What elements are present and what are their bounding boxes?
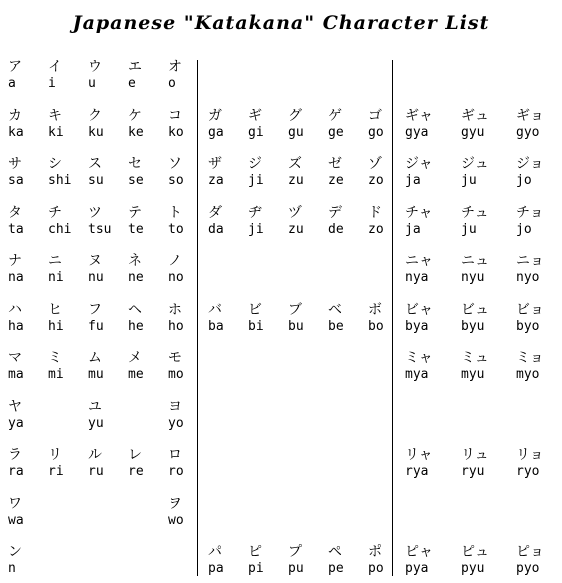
romaji-label: sa [8, 173, 24, 188]
romaji-label: ze [328, 173, 344, 188]
kana-glyph: サ [8, 156, 22, 172]
kana-glyph: ミャ [405, 350, 433, 366]
kana-cell-na [8, 253, 48, 286]
romaji-label: nya [405, 270, 429, 285]
romaji-label: zu [288, 173, 304, 188]
kana-glyph: リュ [461, 447, 489, 463]
kana-cell-mu [88, 350, 128, 383]
kana-glyph: ド [368, 204, 382, 221]
romaji-label: pyu [461, 561, 485, 576]
romaji-label: gyu [461, 124, 485, 140]
kana-cell-go [368, 108, 408, 141]
romaji-label: ni [48, 270, 64, 285]
romaji-label: re [128, 464, 144, 479]
kana-glyph: ミ [48, 350, 62, 366]
kana-glyph: ゴ [368, 107, 382, 124]
kana-cell-e [128, 59, 168, 92]
kana-cell-n [8, 544, 48, 577]
kana-glyph: デ [328, 204, 342, 221]
kana-cell-se [128, 156, 168, 189]
romaji-label: mu [88, 367, 104, 382]
kana-glyph: ト [168, 204, 182, 221]
kana-glyph: リ [48, 447, 62, 463]
kana-cell-re [128, 447, 168, 480]
kana-glyph: パ [208, 544, 222, 560]
kana-glyph: ク [88, 107, 102, 124]
kana-cell-bo [368, 302, 408, 335]
kana-cell-pyo [516, 544, 556, 577]
kana-glyph: ホ [168, 301, 182, 318]
kana-glyph: ダ [208, 204, 222, 221]
romaji-label: yo [168, 415, 184, 431]
romaji-label: shi [48, 173, 72, 188]
romaji-label: bo [368, 318, 384, 334]
romaji-label: zo [368, 221, 384, 237]
kana-glyph: ジョ [516, 156, 544, 172]
romaji-label: n [8, 561, 16, 576]
romaji-label: pe [328, 561, 344, 576]
kana-cell-gu [288, 108, 328, 141]
romaji-label: ta [8, 221, 24, 237]
romaji-label: ya [8, 415, 24, 431]
kana-glyph: ユ [88, 398, 102, 415]
kana-glyph: マ [8, 350, 22, 366]
kana-cell-ju [461, 205, 501, 238]
romaji-label: a [8, 76, 16, 91]
romaji-label: ma [8, 367, 24, 382]
kana-cell-ro [168, 447, 208, 480]
romaji-label: pyo [516, 561, 540, 576]
kana-glyph: ゾ [368, 156, 382, 172]
kana-glyph: チョ [516, 204, 544, 221]
kana-cell-pa [208, 544, 248, 577]
kana-cell-ma [8, 350, 48, 383]
kana-glyph: ニ [48, 253, 62, 269]
kana-cell-pya [405, 544, 445, 577]
romaji-label: pya [405, 561, 429, 576]
romaji-label: byu [461, 318, 485, 334]
romaji-label: ru [88, 464, 104, 479]
kana-cell-pe [328, 544, 368, 577]
kana-glyph: キ [48, 107, 62, 124]
kana-cell-gi [248, 108, 288, 141]
romaji-label: nyo [516, 270, 540, 285]
kana-cell-bu [288, 302, 328, 335]
romaji-label: jo [516, 221, 532, 237]
kana-cell-ga [208, 108, 248, 141]
romaji-label: de [328, 221, 344, 237]
kana-cell-ke [128, 108, 168, 141]
kana-glyph: オ [168, 59, 182, 75]
romaji-label: ju [461, 173, 477, 188]
kana-glyph: ヘ [128, 301, 142, 318]
romaji-label: zo [368, 173, 384, 188]
kana-cell-gyu [461, 108, 501, 141]
kana-cell-wa [8, 496, 48, 529]
kana-glyph: ビュ [461, 301, 489, 318]
kana-cell-nu [88, 253, 128, 286]
kana-glyph: ポ [368, 544, 382, 560]
romaji-label: ke [128, 124, 144, 140]
kana-cell-mya [405, 350, 445, 383]
romaji-label: hi [48, 318, 64, 334]
kana-cell-jo [516, 205, 556, 238]
kana-glyph: ジャ [405, 156, 433, 172]
kana-glyph: プ [288, 544, 302, 560]
kana-glyph: ジ [248, 156, 262, 172]
romaji-label: te [128, 221, 144, 237]
romaji-label: mi [48, 367, 64, 382]
kana-glyph: ヅ [288, 204, 302, 221]
kana-glyph: ロ [168, 447, 182, 463]
kana-cell-bya [405, 302, 445, 335]
romaji-label: fu [88, 318, 104, 334]
kana-cell-i [48, 59, 88, 92]
romaji-label: zu [288, 221, 304, 237]
kana-glyph: ギ [248, 107, 262, 124]
kana-cell-da [208, 205, 248, 238]
kana-cell-ne [128, 253, 168, 286]
kana-cell-ju [461, 156, 501, 189]
kana-glyph: ム [88, 350, 102, 366]
romaji-label: mo [168, 367, 184, 382]
kana-cell-byu [461, 302, 501, 335]
kana-cell-me [128, 350, 168, 383]
romaji-label: yu [88, 415, 104, 431]
kana-glyph: ヂ [248, 204, 262, 221]
romaji-label: gya [405, 124, 429, 140]
romaji-label: rya [405, 464, 429, 479]
romaji-label: no [168, 270, 184, 285]
romaji-label: gi [248, 124, 264, 140]
kana-glyph: ベ [328, 301, 342, 318]
kana-cell-ri [48, 447, 88, 480]
kana-cell-ji [248, 156, 288, 189]
romaji-label: za [208, 173, 224, 188]
romaji-label: bu [288, 318, 304, 334]
kana-cell-ya [8, 399, 48, 432]
kana-cell-fu [88, 302, 128, 335]
romaji-label: gu [288, 124, 304, 140]
romaji-label: to [168, 221, 184, 237]
kana-glyph: レ [128, 447, 142, 463]
kana-cell-tsu [88, 205, 128, 238]
kana-cell-shi [48, 156, 88, 189]
kana-cell-ta [8, 205, 48, 238]
romaji-label: tsu [88, 221, 112, 237]
kana-glyph: ピョ [516, 544, 544, 560]
kana-cell-mi [48, 350, 88, 383]
kana-glyph: チャ [405, 204, 433, 221]
kana-glyph: フ [88, 301, 102, 318]
kana-cell-mo [168, 350, 208, 383]
kana-glyph: ス [88, 156, 102, 172]
kana-cell-pu [288, 544, 328, 577]
kana-glyph: ギャ [405, 107, 433, 124]
kana-cell-ryo [516, 447, 556, 480]
kana-cell-zo [368, 205, 408, 238]
romaji-label: wa [8, 512, 24, 528]
kana-cell-pi [248, 544, 288, 577]
romaji-label: ji [248, 173, 264, 188]
kana-cell-ze [328, 156, 368, 189]
romaji-label: ba [208, 318, 224, 334]
kana-glyph: ン [8, 544, 22, 560]
romaji-label: pa [208, 561, 224, 576]
romaji-label: o [168, 76, 176, 91]
romaji-label: ji [248, 221, 264, 237]
romaji-label: ja [405, 173, 421, 188]
romaji-label: he [128, 318, 144, 334]
kana-glyph: ビョ [516, 301, 544, 318]
kana-glyph: ナ [8, 253, 22, 269]
romaji-label: e [128, 76, 136, 91]
kana-glyph: ケ [128, 107, 142, 124]
romaji-label: u [88, 76, 96, 91]
kana-glyph: カ [8, 107, 22, 124]
kana-cell-ni [48, 253, 88, 286]
kana-cell-byo [516, 302, 556, 335]
kana-glyph: ビ [248, 301, 262, 318]
romaji-label: ri [48, 464, 64, 479]
kana-glyph: ツ [88, 204, 102, 221]
romaji-label: nu [88, 270, 104, 285]
kana-cell-zu [288, 156, 328, 189]
kana-glyph: ラ [8, 447, 22, 463]
romaji-label: ku [88, 124, 104, 140]
kana-cell-ja [405, 156, 445, 189]
kana-glyph: エ [128, 59, 142, 75]
kana-cell-ji [248, 205, 288, 238]
romaji-label: ne [128, 270, 144, 285]
kana-glyph: ブ [288, 301, 302, 318]
kana-glyph: チュ [461, 204, 489, 221]
romaji-label: ryo [516, 464, 540, 479]
kana-glyph: ジュ [461, 156, 489, 172]
kana-cell-ryu [461, 447, 501, 480]
kana-glyph: ゲ [328, 107, 342, 124]
romaji-label: myo [516, 367, 540, 382]
kana-cell-myo [516, 350, 556, 383]
romaji-label: ryu [461, 464, 485, 479]
kana-glyph: ア [8, 59, 22, 75]
kana-cell-yu [88, 399, 128, 432]
kana-cell-to [168, 205, 208, 238]
kana-glyph: ネ [128, 253, 142, 269]
romaji-label: se [128, 173, 144, 188]
kana-glyph: モ [168, 350, 182, 366]
kana-cell-po [368, 544, 408, 577]
kana-cell-su [88, 156, 128, 189]
kana-glyph: ザ [208, 156, 222, 172]
kana-cell-ja [405, 205, 445, 238]
romaji-label: i [48, 76, 56, 91]
kana-glyph: ガ [208, 107, 222, 124]
kana-glyph: バ [208, 301, 222, 318]
romaji-label: ge [328, 124, 344, 140]
romaji-label: chi [48, 221, 72, 237]
kana-cell-hi [48, 302, 88, 335]
kana-cell-zo [368, 156, 408, 189]
kana-cell-nyo [516, 253, 556, 286]
romaji-label: ho [168, 318, 184, 334]
kana-glyph: ミョ [516, 350, 544, 366]
kana-glyph: チ [48, 204, 62, 221]
kana-glyph: ノ [168, 253, 182, 269]
kana-glyph: メ [128, 350, 142, 366]
kana-cell-ba [208, 302, 248, 335]
romaji-label: gyo [516, 124, 540, 140]
romaji-label: ki [48, 124, 64, 140]
kana-glyph: ゼ [328, 156, 342, 172]
kana-cell-rya [405, 447, 445, 480]
kana-glyph: ル [88, 447, 102, 463]
kana-cell-ki [48, 108, 88, 141]
kana-glyph: ギョ [516, 107, 544, 124]
kana-cell-ra [8, 447, 48, 480]
kana-cell-pyu [461, 544, 501, 577]
kana-cell-de [328, 205, 368, 238]
romaji-label: myu [461, 367, 485, 382]
kana-glyph: ビャ [405, 301, 433, 318]
romaji-label: bya [405, 318, 429, 334]
kana-glyph: ニャ [405, 253, 433, 269]
romaji-label: ga [208, 124, 224, 140]
romaji-label: ha [8, 318, 24, 334]
kana-cell-jo [516, 156, 556, 189]
kana-cell-yo [168, 399, 208, 432]
romaji-label: ka [8, 124, 24, 140]
kana-glyph: ヨ [168, 398, 182, 415]
romaji-label: mya [405, 367, 429, 382]
kana-glyph: テ [128, 204, 142, 221]
kana-glyph: イ [48, 59, 62, 75]
romaji-label: su [88, 173, 104, 188]
kana-cell-za [208, 156, 248, 189]
kana-glyph: ズ [288, 156, 302, 172]
kana-cell-myu [461, 350, 501, 383]
kana-glyph: ギュ [461, 107, 489, 124]
kana-cell-ha [8, 302, 48, 335]
kana-cell-chi [48, 205, 88, 238]
kana-cell-te [128, 205, 168, 238]
kana-glyph: グ [288, 107, 302, 124]
kana-cell-ko [168, 108, 208, 141]
kana-glyph: ピ [248, 544, 262, 560]
kana-glyph: ソ [168, 156, 182, 172]
romaji-label: wo [168, 512, 184, 528]
kana-cell-ru [88, 447, 128, 480]
kana-cell-nyu [461, 253, 501, 286]
kana-glyph: ペ [328, 544, 342, 560]
romaji-label: jo [516, 173, 532, 188]
kana-glyph: ヌ [88, 253, 102, 269]
kana-cell-bi [248, 302, 288, 335]
kana-cell-wo [168, 496, 208, 529]
kana-cell-so [168, 156, 208, 189]
kana-glyph: ボ [368, 301, 382, 318]
kana-glyph: コ [168, 107, 182, 124]
kana-glyph: ニョ [516, 253, 544, 269]
romaji-label: be [328, 318, 344, 334]
romaji-label: go [368, 124, 384, 140]
romaji-label: me [128, 367, 144, 382]
page-title: Japanese "Katakana" Character List [72, 12, 490, 34]
kana-cell-zu [288, 205, 328, 238]
romaji-label: pi [248, 561, 264, 576]
romaji-label: na [8, 270, 24, 285]
kana-cell-a [8, 59, 48, 92]
kana-cell-no [168, 253, 208, 286]
romaji-label: ko [168, 124, 184, 140]
kana-cell-gyo [516, 108, 556, 141]
kana-cell-o [168, 59, 208, 92]
kana-cell-gya [405, 108, 445, 141]
kana-cell-ku [88, 108, 128, 141]
kana-glyph: シ [48, 156, 62, 172]
kana-glyph: ヤ [8, 398, 22, 415]
kana-cell-he [128, 302, 168, 335]
romaji-label: po [368, 561, 384, 576]
kana-glyph: ヲ [168, 495, 182, 512]
romaji-label: ja [405, 221, 421, 237]
kana-glyph: ピュ [461, 544, 489, 560]
romaji-label: bi [248, 318, 264, 334]
romaji-label: pu [288, 561, 304, 576]
kana-glyph: ウ [88, 59, 102, 75]
kana-cell-be [328, 302, 368, 335]
kana-glyph: ハ [8, 301, 22, 318]
kana-cell-sa [8, 156, 48, 189]
romaji-label: byo [516, 318, 540, 334]
kana-glyph: ワ [8, 495, 22, 512]
romaji-label: ju [461, 221, 477, 237]
kana-cell-ka [8, 108, 48, 141]
kana-glyph: ニュ [461, 253, 489, 269]
kana-glyph: リャ [405, 447, 433, 463]
kana-glyph: セ [128, 156, 142, 172]
romaji-label: nyu [461, 270, 485, 285]
kana-cell-ho [168, 302, 208, 335]
kana-glyph: ヒ [48, 301, 62, 318]
romaji-label: ra [8, 464, 24, 479]
kana-cell-u [88, 59, 128, 92]
kana-glyph: リョ [516, 447, 544, 463]
kana-glyph: ミュ [461, 350, 489, 366]
romaji-label: da [208, 221, 224, 237]
kana-glyph: タ [8, 204, 22, 221]
romaji-label: so [168, 173, 184, 188]
romaji-label: ro [168, 464, 184, 479]
kana-cell-ge [328, 108, 368, 141]
kana-cell-nya [405, 253, 445, 286]
kana-glyph: ピャ [405, 544, 433, 560]
